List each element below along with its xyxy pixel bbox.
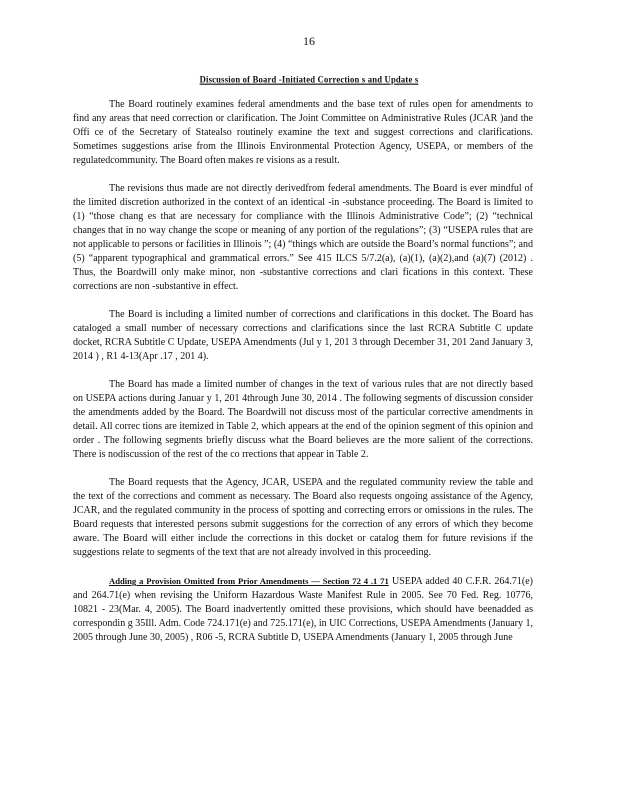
- paragraph: The Board requests that the Agency, JCAR, USEPA and the regulated community review the table and the text of the corrections and comment as necessary. The Board also requests ongoing assistance of the Agency, JCAR, and the regulated community in the process of spotting and correcting errors or omissions in the rules. The Board requests that interested persons submit suggestions for the correction of any errors of which they become aware. The Board will either include the corrections in this docket or catalog them for future revisions if the suggestions relate to segments of the text that are not already involved in this proceeding.: [73, 477, 533, 558]
- sub-section-text: USEPA added 40 C.F.R. 264.71(e) and 264.71(e) when revising the Uniform Hazardous Waste Manifest Rule in 2005. See 70 Fed. Reg. 10776, 10821 - 23(Mar. 4, 2005). The Board inadvertently omitted these provisions, which should have beenadded as correspondin g 35Ill. Adm. Code 724.171(e) and 725.171(e), in UIC Corrections, USEPA Amendments (January 1, 2005 through June 30, 2005) , R06 -5, RCRA Subtitle D, USEPA Amendments (January 1, 2005 through June: [73, 576, 534, 643]
- paragraph-last-section: [73, 574, 533, 645]
- paragraph: The revisions thus made are not directly derivedfrom federal amendments. The Board is ever mindful of the limited discretion authorized in the context of an identical -in -substance proceeding. The Board is limited to (1) “those chang es that are necessary for compliance with the Illinois Administrative Code”; (2) “technical changes that in no way change the scope or meaning of any portion of the regulations”; (3) “USEPA rules that are not applicable to persons or facilities in Illinois ”; (4) “things which are outside the Board’s normal functions”; and (5) “apparent typographical and grammatical errors.” See 415 ILCS 5/7.2(a), (a)(1), (a)(2),and (a)(7) (2012) . Thus, the Boardwill only make minor, non -substantive corrections and clari fications in this context. These corrections are non -substantive in effect.: [73, 183, 533, 292]
- section-heading: Discussion of Board -Initiated Correction s and Update s: [199, 73, 419, 85]
- paragraph: The Board routinely examines federal amendments and the base text of rules open for amendments to find any areas that need correction or clarification. The Joint Committee on Administrative Rules (JCAR )and the Offi ce of the Secretary of Statealso routinely examine the text and suggest corrections and clarifications. Sometimes suggestions arise from the Illinois Environmental Protection Agency, USEPA, or members of the regulatedcommunity. The Board often makes re visions as a result.: [73, 99, 533, 166]
- paragraph: The Board has made a limited number of changes in the text of various rules that are not directly based on USEPA actions during Januar y 1, 201 4through June 30, 2014 . The following segments of discussion consider the amendments added by the Board. The Boardwill not discuss most of the particular corrective amendments in detail. All correc tions are itemized in Table 2, which appears at the end of the opinion segment of this opinion and order . The following segments briefly discuss what the Board believes are the more salient of the corrections. There is nodiscussion of the rest of the co rrections that appear in Table 2.: [73, 379, 533, 460]
- paragraph: The Board is including a limited number of corrections and clarifications in this docket. The Board has cataloged a small number of necessary corrections and clarifications since the last RCRA Subtitle C update docket, RCRA Subtitle C Update, USEPA Amendments (Jul y 1, 201 3 through December 31, 201 2and January 3, 2014 ) , R1 4-13(Apr .17 , 201 4).: [73, 309, 533, 362]
- page-number: 16: [303, 34, 315, 48]
- body-text: [73, 98, 533, 645]
- sub-heading: Adding a Provision Omitted from Prior Amendments — Section 72 4 .1 71: [109, 576, 389, 586]
